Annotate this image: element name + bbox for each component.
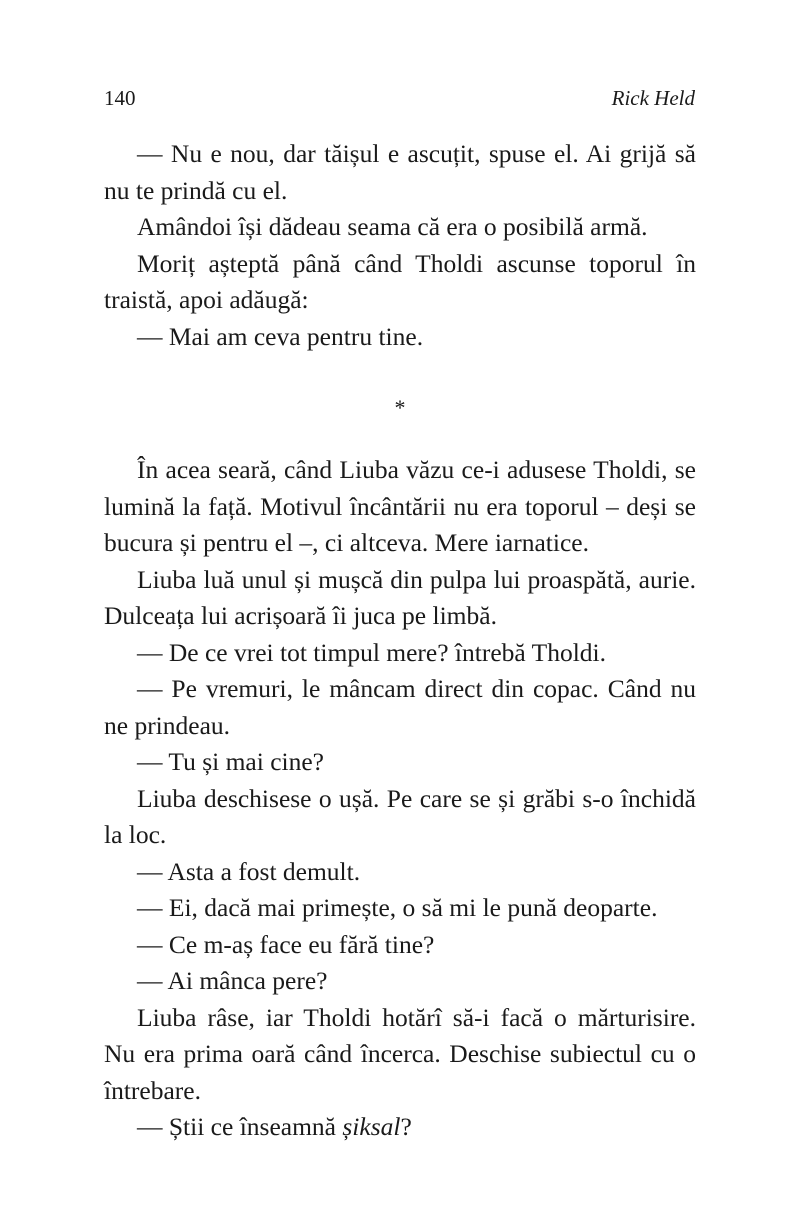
paragraph: — Ei, dacă mai primește, o să mi le pună deoparte. xyxy=(137,893,658,922)
paragraph: Liuba deschisese o ușă. Pe care se și grăbi s-o închidă la loc. xyxy=(104,783,696,849)
text-section-2 xyxy=(104,452,696,1146)
paragraph: — Pe vremuri, le mâncam direct din copac. Când nu ne prindeau. xyxy=(104,674,696,740)
dialogue-punctuation: ? xyxy=(400,1112,412,1141)
paragraph-last xyxy=(104,1109,696,1146)
paragraph: Moriț așteptă până când Tholdi ascunse toporul în traistă, apoi adăugă: xyxy=(104,248,696,314)
page-header xyxy=(104,86,695,116)
dialogue-text: — Știi ce înseamnă xyxy=(137,1112,343,1141)
running-head-author: Rick Held xyxy=(611,86,695,110)
text-section-1 xyxy=(104,136,696,355)
italic-word: șiksal xyxy=(342,1112,401,1141)
paragraph: Liuba luă unul și mușcă din pulpa lui proaspătă, aurie. Dulceața lui acrișoară îi juca pe limbă. xyxy=(104,564,696,630)
paragraph: În acea seară, când Liuba văzu ce-i adusese Tholdi, se lumină la față. Motivul încântării nu era toporul – deși se bucura și pentru el –, ci altceva. Mere iarnatice. xyxy=(104,455,696,557)
section-separator: * xyxy=(394,395,406,420)
paragraph: — De ce vrei tot timpul mere? întrebă Tholdi. xyxy=(137,637,607,667)
paragraph: Amândoi își dădeau seama că era o posibilă armă. xyxy=(137,212,648,241)
paragraph: — Ai mânca pere? xyxy=(137,966,328,995)
paragraph: Liuba râse, iar Tholdi hotărî să-i facă o mărturisire. Nu era prima oară când încerca. Deschise subiectul cu o întrebare. xyxy=(104,1002,696,1105)
paragraph: — Ce m-aș face eu fără tine? xyxy=(137,929,435,959)
paragraph: — Mai am ceva pentru tine. xyxy=(137,321,424,351)
page-number: 140 xyxy=(104,86,136,110)
paragraph: — Tu și mai cine? xyxy=(137,747,325,776)
paragraph: — Asta a fost demult. xyxy=(137,856,361,886)
paragraph: — Nu e nou, dar tăișul e ascuțit, spuse el. Ai grijă să nu te prindă cu el. xyxy=(104,139,696,205)
